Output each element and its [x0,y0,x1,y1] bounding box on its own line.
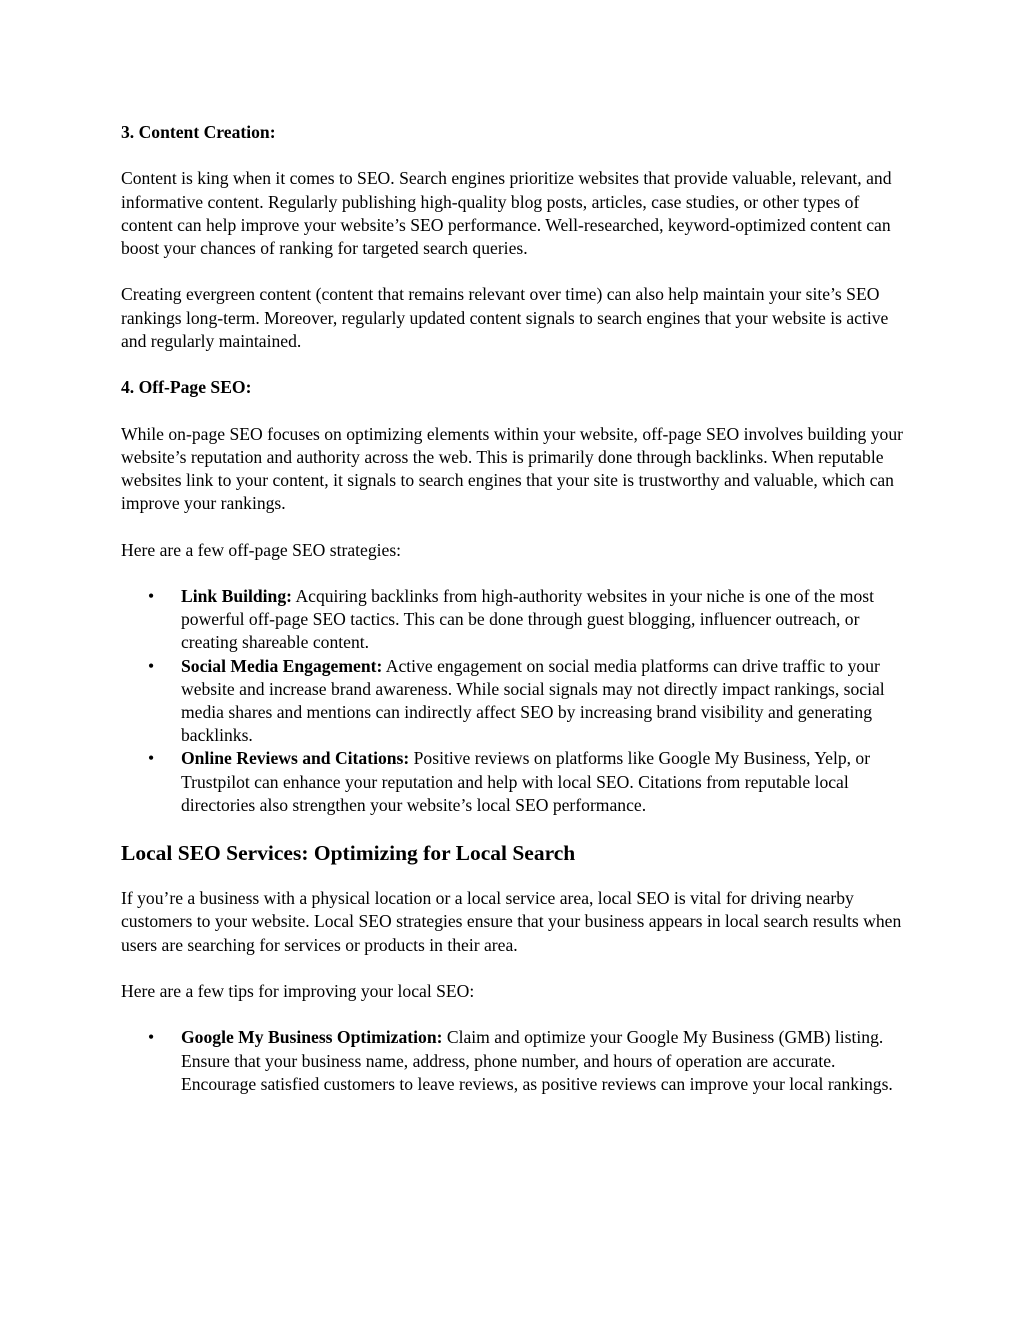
bullet-icon: • [148,1027,155,1048]
off-page-strategies-list [121,585,907,817]
heading-local-seo-services: Local SEO Services: Optimizing for Local Search [121,841,576,866]
list-item-text: Claim and optimize your Google My Business (GMB) listing. Ensure that your business name, address, phone number, and hours of operation are accurate. Encourage satisfied customers to leave reviews, as positive reviews can improve your local rankings. [181,1027,893,1094]
paragraph-local-seo-intro: If you’re a business with a physical location or a local service area, local SEO is vital for driving nearby customers to your website. Local SEO strategies ensure that your business appears in local search results when users are searching for services or products in their area. [121,888,902,955]
local-seo-tips-list [121,1026,907,1096]
bullet-icon: • [148,655,155,676]
heading-off-page-seo: 4. Off-Page SEO: [121,377,252,398]
list-item-text: Positive reviews on platforms like Google My Business, Yelp, or Trustpilot can enhance your reputation and help with local SEO. Citations from reputable local directories also strengthen your website’s local SEO performance. [181,748,871,815]
list-item [148,1026,907,1096]
list-item [148,585,907,655]
paragraph-off-page-strategies-intro: Here are a few off-page SEO strategies: [121,539,402,560]
list-item-text: Active engagement on social media platforms can drive traffic to your website and increase brand awareness. While social signals may not directly impact rankings, social media shares and mentions can indirectly affect SEO by increasing brand visibility and generating backlinks. [181,655,885,746]
paragraph-local-seo-tips-intro: Here are a few tips for improving your local SEO: [121,980,475,1001]
list-item-lead: Social Media Engagement: [181,655,383,676]
paragraph-content-king: Content is king when it comes to SEO. Search engines prioritize websites that provide valuable, relevant, and informative content. Regularly publishing high-quality blog posts, articles, case studies, or other types of content can help improve your website’s SEO performance. Well-researched, keyword-optimized content can boost your chances of ranking for targeted search queries. [121,168,892,258]
bullet-icon: • [148,748,155,769]
document-page [121,121,907,1119]
list-item-lead: Google My Business Optimization: [181,1027,443,1048]
paragraph-off-page-intro: While on-page SEO focuses on optimizing elements within your website, off-page SEO involves building your website’s reputation and authority across the web. This is primarily done through backlinks. When reputable websites link to your content, it signals to search engines that your site is trustworthy and valuable, which can improve your rankings. [121,423,903,514]
list-item [148,747,907,817]
bullet-icon: • [148,585,155,606]
list-item-text: Acquiring backlinks from high-authority websites in your niche is one of the most powerful off-page SEO tactics. This can be done through guest blogging, influencer outreach, or creating shareable content. [181,585,874,653]
paragraph-evergreen-content: Creating evergreen content (content that remains relevant over time) can also help maintain your site’s SEO rankings long-term. Moreover, regularly updated content signals to search engines that your website is active and regularly maintained. [121,284,889,351]
heading-content-creation: 3. Content Creation: [121,122,276,142]
list-item-lead: Link Building: [181,585,293,606]
list-item-lead: Online Reviews and Citations: [181,748,410,769]
list-item [148,655,907,748]
